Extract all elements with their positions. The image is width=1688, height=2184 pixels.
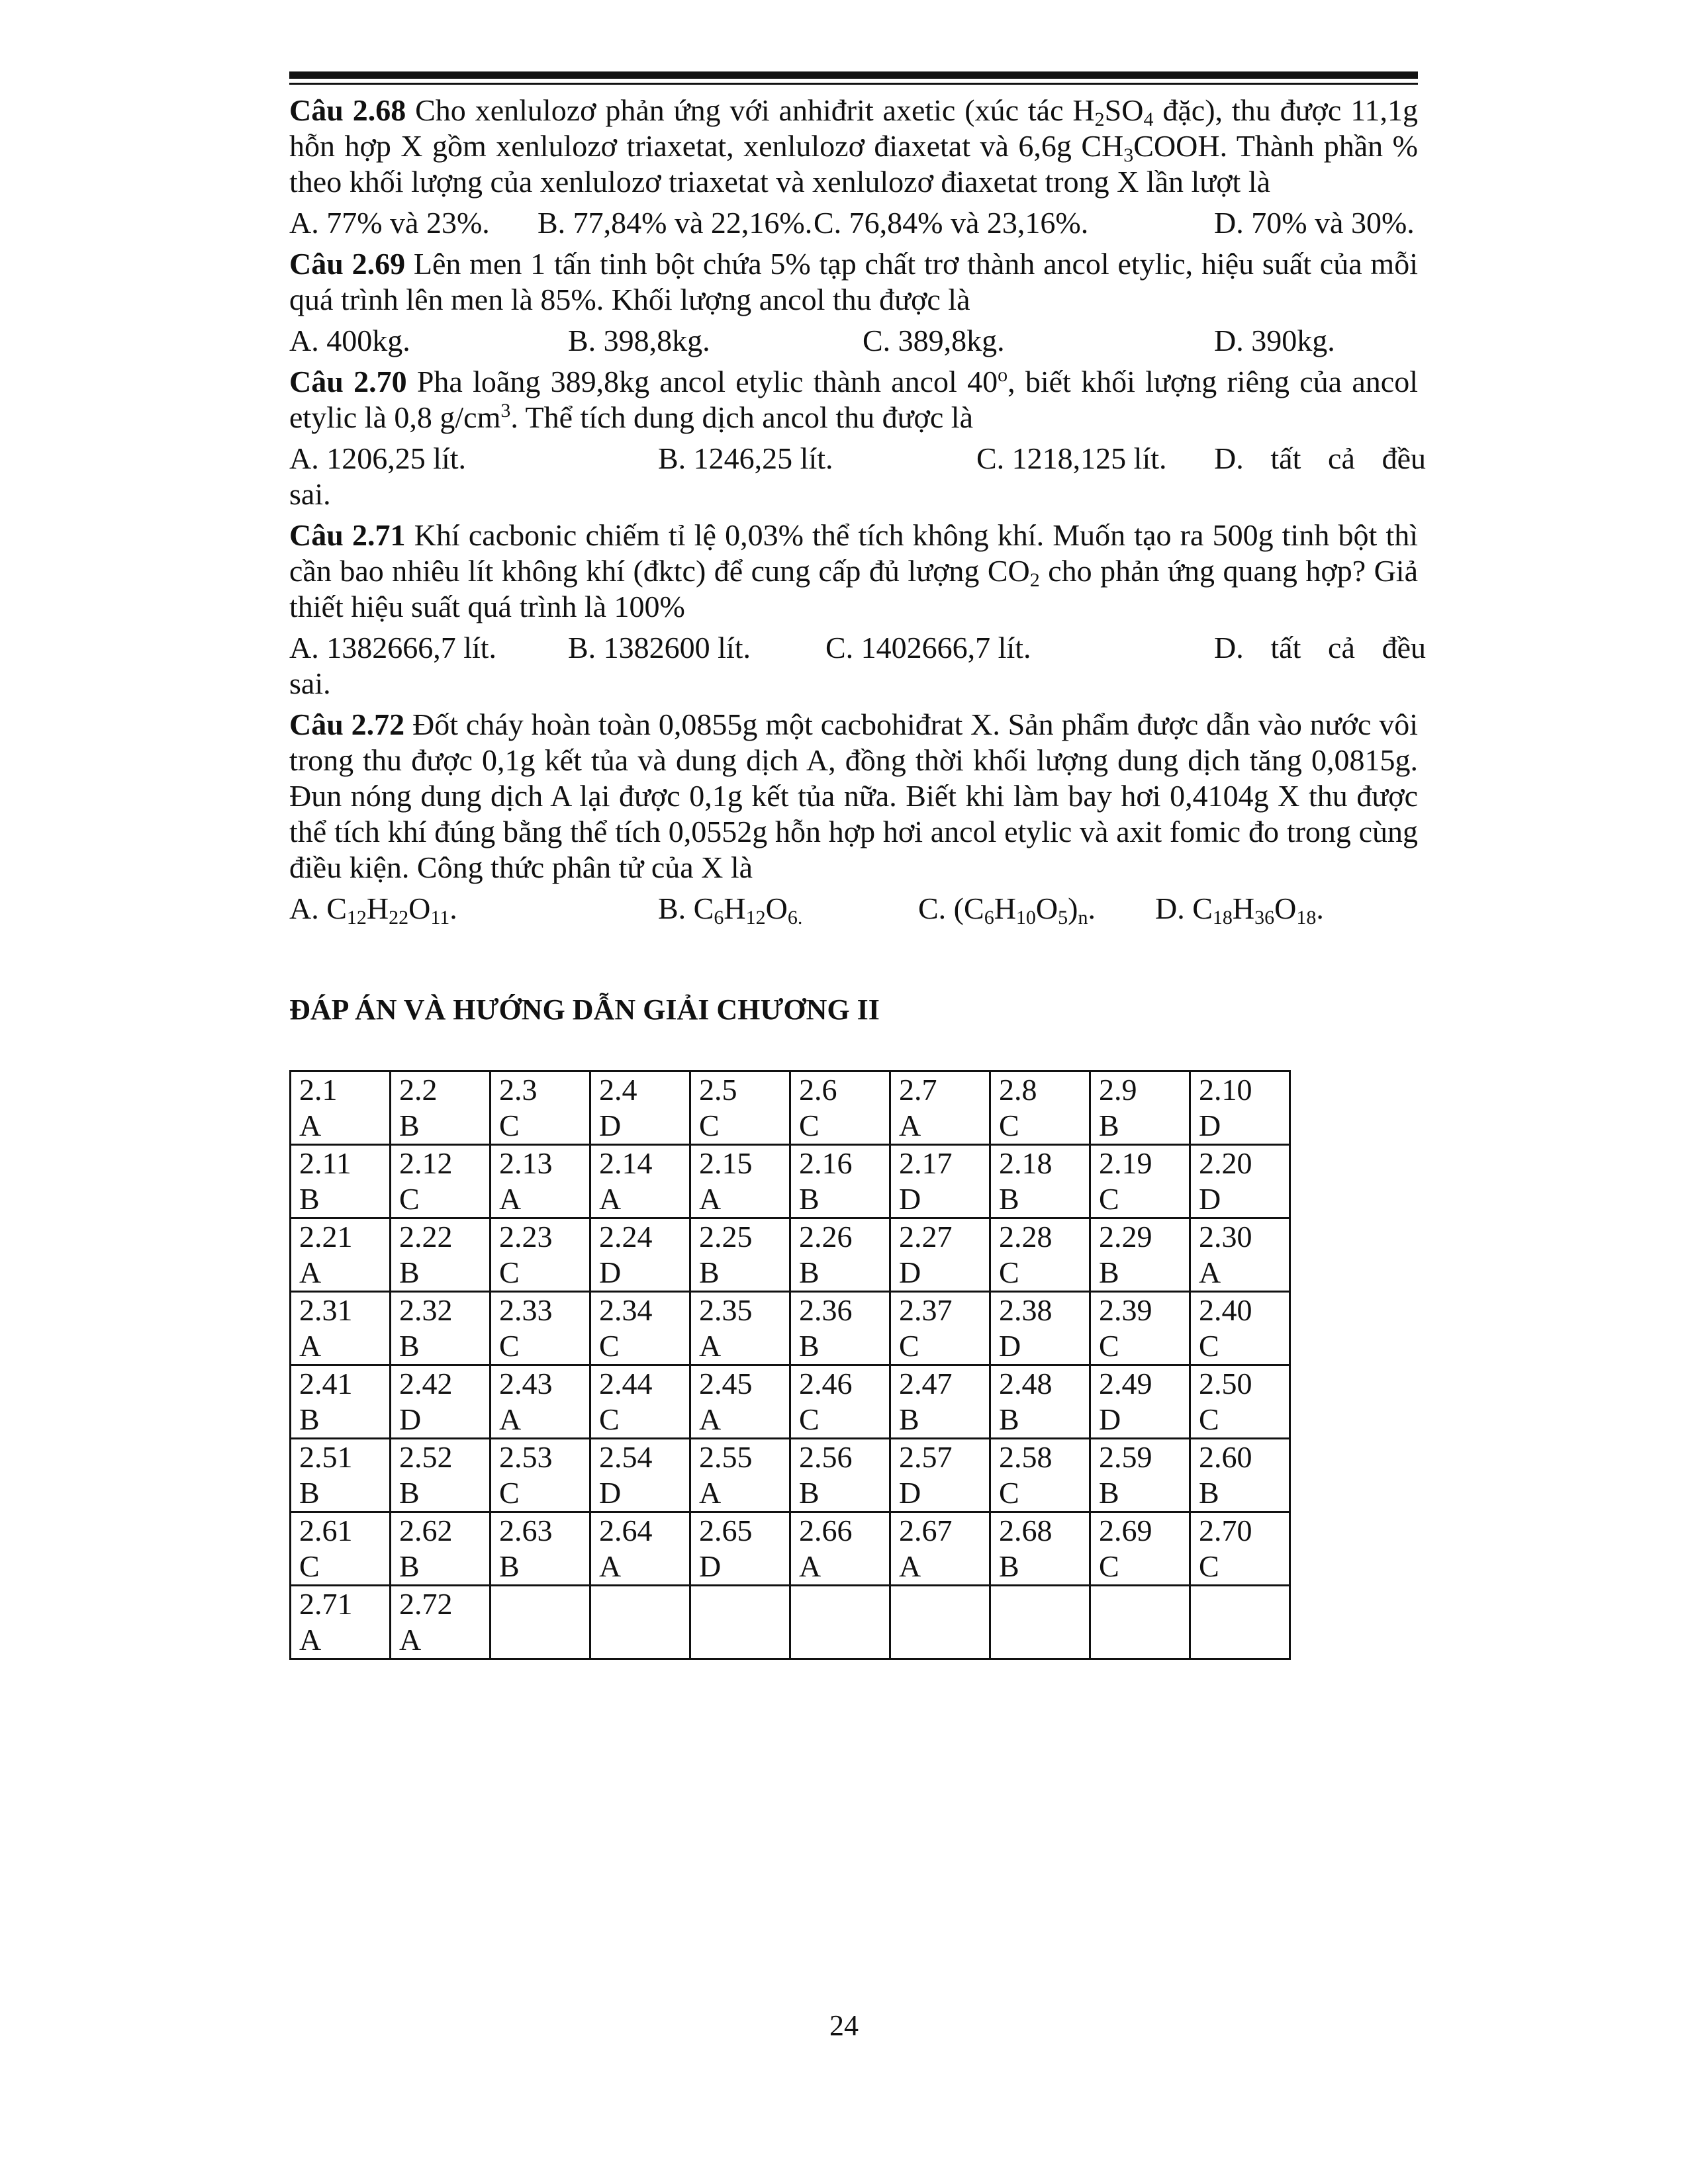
answer-number: 2.47: [899, 1367, 953, 1400]
option-c: C. $(C_6H_{10}O_5)_n$.: [918, 891, 1096, 929]
answer-letter: B: [999, 1549, 1019, 1583]
answer-number: 2.38: [999, 1293, 1053, 1327]
answer-cell: [1190, 1071, 1290, 1145]
answer-cell: [590, 1365, 690, 1439]
answer-letter: A: [699, 1182, 722, 1216]
answer-cell: [890, 1586, 990, 1659]
answer-letter: B: [1099, 1476, 1119, 1510]
answer-letter: C: [499, 1329, 520, 1363]
answer-number: 2.32: [399, 1293, 453, 1327]
answer-number: 2.5: [699, 1073, 737, 1107]
answer-number: 2.21: [299, 1220, 353, 1253]
answer-letter: D: [999, 1329, 1021, 1363]
answer-number: 2.67: [899, 1514, 953, 1547]
answer-number: 2.70: [1199, 1514, 1252, 1547]
option-b: B. 1246,25 lít.: [658, 441, 833, 475]
answer-number: 2.7: [899, 1073, 937, 1107]
answer-letter: D: [1199, 1109, 1221, 1142]
answer-number: 2.51: [299, 1440, 353, 1474]
option-d: D. 390kg.: [1214, 324, 1335, 357]
answer-number: 2.37: [899, 1293, 953, 1327]
page-number: 24: [829, 2009, 859, 2042]
answer-number: 2.48: [999, 1367, 1053, 1400]
answer-cell: [1190, 1292, 1290, 1365]
answer-letter: D: [899, 1255, 921, 1289]
option-a: A. $C_{12}H_{22}O_{11}$.: [289, 891, 457, 929]
header-rule-thin: [289, 83, 1418, 85]
option-d: D. tất cả đều: [1214, 631, 1426, 664]
answer-cell: [391, 1145, 491, 1218]
answer-number: 2.10: [1199, 1073, 1252, 1107]
option-c: C. 389,8kg.: [863, 324, 1005, 357]
option-a: A. 400kg.: [289, 324, 410, 357]
answer-number: 2.63: [499, 1514, 553, 1547]
answer-letter: C: [399, 1182, 420, 1216]
answer-letter: A: [899, 1549, 921, 1583]
answer-number: 2.36: [799, 1293, 853, 1327]
answer-number: 2.6: [799, 1073, 837, 1107]
answer-cell: [1190, 1218, 1290, 1292]
answer-cell: [1190, 1512, 1290, 1586]
answer-number: 2.23: [499, 1220, 553, 1253]
answer-number: 2.45: [699, 1367, 753, 1400]
answer-row: [291, 1365, 1290, 1439]
answer-cell: [1090, 1218, 1190, 1292]
answer-cell: [890, 1439, 990, 1512]
answer-letter: B: [699, 1255, 720, 1289]
answer-letter: D: [899, 1476, 921, 1510]
answer-letter: C: [499, 1109, 520, 1142]
answer-cell: [690, 1439, 790, 1512]
answer-letter: A: [599, 1549, 622, 1583]
answer-letter: D: [599, 1255, 622, 1289]
answer-number: 2.62: [399, 1514, 453, 1547]
answer-letter: C: [799, 1402, 820, 1436]
answer-letter: C: [999, 1476, 1019, 1510]
answer-letter: B: [299, 1476, 320, 1510]
answer-cell: [1090, 1586, 1190, 1659]
answer-letter: B: [399, 1255, 420, 1289]
answer-cell: [690, 1218, 790, 1292]
answer-number: 2.65: [699, 1514, 753, 1547]
options-2-71: [289, 630, 1426, 704]
options-2-69: [289, 323, 1418, 361]
answer-row: [291, 1292, 1290, 1365]
answer-letter: D: [599, 1476, 622, 1510]
answer-row: [291, 1071, 1290, 1145]
answer-letter: C: [999, 1109, 1019, 1142]
answer-number: 2.31: [299, 1293, 353, 1327]
answer-row: [291, 1439, 1290, 1512]
answer-row: [291, 1218, 1290, 1292]
answer-letter: B: [399, 1329, 420, 1363]
answer-number: 2.50: [1199, 1367, 1252, 1400]
question-2-70: Câu 2.70 Pha loãng 389,8kg ancol etylic thành ancol 40$^o$, biết khối lượng riêng của ancol etylic là 0,8 $g/cm^3$. Thể tích dung dịch ancol thu được là: [289, 364, 1418, 434]
answer-cell: [391, 1292, 491, 1365]
answer-letter: A: [399, 1623, 422, 1657]
answer-row: [291, 1512, 1290, 1586]
option-b: B. 1382600 lít.: [568, 631, 751, 664]
answer-cell: [491, 1145, 590, 1218]
answer-cell: [1090, 1365, 1190, 1439]
answer-row: [291, 1145, 1290, 1218]
options-2-68: [289, 205, 1418, 244]
answer-letter: C: [1199, 1329, 1219, 1363]
answer-cell: [491, 1071, 590, 1145]
answer-letter: C: [799, 1109, 820, 1142]
answer-number: 2.27: [899, 1220, 953, 1253]
answer-cell: [1090, 1145, 1190, 1218]
answer-number: 2.19: [1099, 1146, 1152, 1180]
option-d-continued: sai.: [289, 666, 331, 700]
answer-cell: [1090, 1071, 1190, 1145]
answer-number: 2.49: [1099, 1367, 1152, 1400]
answer-number: 2.28: [999, 1220, 1053, 1253]
answer-letter: C: [899, 1329, 919, 1363]
answer-letter: A: [299, 1255, 322, 1289]
answer-number: 2.29: [1099, 1220, 1152, 1253]
answer-cell: [391, 1512, 491, 1586]
answer-letter: A: [899, 1109, 921, 1142]
answer-number: 2.15: [699, 1146, 753, 1180]
answer-number: 2.9: [1099, 1073, 1137, 1107]
answer-number: 2.34: [599, 1293, 653, 1327]
answer-letter: C: [499, 1255, 520, 1289]
answer-letter: B: [999, 1182, 1019, 1216]
answer-number: 2.71: [299, 1587, 353, 1621]
answer-number: 2.59: [1099, 1440, 1152, 1474]
answer-number: 2.26: [799, 1220, 853, 1253]
answer-number: 2.35: [699, 1293, 753, 1327]
answer-letter: D: [899, 1182, 921, 1216]
answer-letter: A: [699, 1476, 722, 1510]
answer-number: 2.22: [399, 1220, 453, 1253]
answer-number: 2.1: [299, 1073, 338, 1107]
answer-number: 2.2: [399, 1073, 438, 1107]
answer-letter: C: [1099, 1329, 1119, 1363]
answer-cell: [890, 1292, 990, 1365]
answer-cell: [491, 1439, 590, 1512]
answer-cell: [1090, 1512, 1190, 1586]
answer-number: 2.66: [799, 1514, 853, 1547]
answer-letter: B: [899, 1402, 919, 1436]
answer-letter: B: [1199, 1476, 1219, 1510]
answer-letter: C: [1099, 1549, 1119, 1583]
answer-letter: B: [799, 1476, 820, 1510]
answer-cell: [491, 1365, 590, 1439]
answer-number: 2.42: [399, 1367, 453, 1400]
answer-letter: A: [699, 1402, 722, 1436]
answer-letter: C: [599, 1329, 620, 1363]
answer-letter: A: [599, 1182, 622, 1216]
option-d: D. $C_{18}H_{36}O_{18}$.: [1155, 891, 1324, 929]
answer-cell: [590, 1071, 690, 1145]
answer-cell: [291, 1439, 391, 1512]
answer-cell: [890, 1071, 990, 1145]
answer-number: 2.20: [1199, 1146, 1252, 1180]
answer-number: 2.69: [1099, 1514, 1152, 1547]
answer-letter: C: [699, 1109, 720, 1142]
answer-cell: [990, 1145, 1090, 1218]
option-b: B. 77,84% và 22,16%.: [538, 206, 813, 240]
answer-cell: [990, 1439, 1090, 1512]
options-2-72: [289, 891, 1418, 929]
answer-number: 2.64: [599, 1514, 653, 1547]
answer-number: 2.53: [499, 1440, 553, 1474]
answer-cell: [690, 1292, 790, 1365]
answer-cell: [1090, 1292, 1190, 1365]
answer-letter: A: [299, 1623, 322, 1657]
answer-number: 2.18: [999, 1146, 1053, 1180]
answer-letter: B: [299, 1402, 320, 1436]
answer-letter: B: [399, 1109, 420, 1142]
answer-number: 2.43: [499, 1367, 553, 1400]
answer-cell: [790, 1071, 890, 1145]
answer-cell: [590, 1439, 690, 1512]
answer-cell: [690, 1365, 790, 1439]
answer-letter: A: [299, 1329, 322, 1363]
option-a: A. 1206,25 lít.: [289, 441, 467, 475]
answer-cell: [391, 1218, 491, 1292]
answer-cell: [491, 1512, 590, 1586]
answer-letter: A: [1199, 1255, 1221, 1289]
answer-cell: [790, 1218, 890, 1292]
answer-cell: [590, 1512, 690, 1586]
answer-letter: D: [399, 1402, 422, 1436]
answer-letter: C: [599, 1402, 620, 1436]
answer-cell: [890, 1365, 990, 1439]
question-2-69: Câu 2.69 Lên men 1 tấn tinh bột chứa 5% tạp chất trơ thành ancol etylic, hiệu suất của mỗi quá trình lên men là 85%. Khối lượng ancol thu được là: [289, 247, 1418, 316]
answer-cell: [291, 1365, 391, 1439]
option-d: D. tất cả đều: [1214, 441, 1426, 475]
answer-number: 2.52: [399, 1440, 453, 1474]
answer-letter: A: [499, 1182, 522, 1216]
option-c: C. 1218,125 lít.: [976, 441, 1167, 475]
answer-number: 2.12: [399, 1146, 453, 1180]
answer-number: 2.55: [699, 1440, 753, 1474]
answer-cell: [1190, 1439, 1290, 1512]
answer-letter: C: [999, 1255, 1019, 1289]
answer-letter: B: [799, 1182, 820, 1216]
answer-number: 2.72: [399, 1587, 453, 1621]
answer-letter: B: [1099, 1255, 1119, 1289]
answer-letter: B: [999, 1402, 1019, 1436]
answer-cell: [790, 1586, 890, 1659]
option-b: B. 398,8kg.: [568, 324, 710, 357]
answer-number: 2.41: [299, 1367, 353, 1400]
answer-number: 2.24: [599, 1220, 653, 1253]
answer-cell: [790, 1292, 890, 1365]
answer-letter: C: [1099, 1182, 1119, 1216]
option-a: A. 77% và 23%.: [289, 206, 490, 240]
answer-cell: [1090, 1439, 1190, 1512]
answer-letter: A: [499, 1402, 522, 1436]
option-a: A. 1382666,7 lít.: [289, 631, 497, 664]
answer-cell: [990, 1292, 1090, 1365]
answer-number: 2.58: [999, 1440, 1053, 1474]
answer-cell: [291, 1071, 391, 1145]
answer-letter: B: [1099, 1109, 1119, 1142]
answer-number: 2.57: [899, 1440, 953, 1474]
option-c: C. 1402666,7 lít.: [825, 631, 1031, 664]
answer-number: 2.68: [999, 1514, 1053, 1547]
answer-cell: [391, 1071, 491, 1145]
answer-letter: B: [799, 1329, 820, 1363]
answer-number: 2.16: [799, 1146, 853, 1180]
answer-number: 2.14: [599, 1146, 653, 1180]
answer-cell: [291, 1586, 391, 1659]
answer-number: 2.60: [1199, 1440, 1252, 1474]
answer-number: 2.25: [699, 1220, 753, 1253]
answer-cell: [990, 1586, 1090, 1659]
answer-number: 2.40: [1199, 1293, 1252, 1327]
question-2-72: Câu 2.72 Đốt cháy hoàn toàn 0,0855g một cacbohiđrat X. Sản phẩm được dẫn vào nước vôi trong thu được 0,1g kết tủa và dung dịch A, đồng thời khối lượng dung dịch tăng 0,0815g. Đun nóng dung dịch A lại được 0,1g kết tủa nữa. Biết khi làm bay hơi 0,4104g X thu được thể tích khí đúng bằng thể tích 0,0552g hỗn hợp hơi ancol etylic và axit fomic đo trong cùng điều kiện. Công thức phân tử của X là: [289, 707, 1418, 884]
answer-letter: B: [399, 1476, 420, 1510]
answer-cell: [491, 1586, 590, 1659]
answer-letter: D: [699, 1549, 722, 1583]
answer-cell: [990, 1365, 1090, 1439]
answer-letter: A: [799, 1549, 821, 1583]
answers-heading: ĐÁP ÁN VÀ HƯỚNG DẪN GIẢI CHƯƠNG II: [289, 993, 880, 1026]
answer-cell: [1190, 1586, 1290, 1659]
answer-cell: [890, 1218, 990, 1292]
answer-letter: B: [499, 1549, 520, 1583]
answer-cell: [291, 1292, 391, 1365]
answer-cell: [590, 1145, 690, 1218]
question-2-71: Câu 2.71 Khí cacbonic chiếm tỉ lệ 0,03% thể tích không khí. Muốn tạo ra 500g tinh bột thì cần bao nhiêu lít không khí (đktc) để cung cấp đủ lượng $CO_2$ cho phản ứng quang hợp? Giả thiết hiệu suất quá trình là 100%: [289, 518, 1419, 623]
answer-cell: [890, 1512, 990, 1586]
answer-cell: [690, 1145, 790, 1218]
answer-number: 2.17: [899, 1146, 953, 1180]
answer-table: [289, 1070, 1291, 1660]
answer-cell: [291, 1512, 391, 1586]
answer-letter: B: [399, 1549, 420, 1583]
answer-cell: [790, 1439, 890, 1512]
options-2-70: [289, 441, 1426, 515]
answer-cell: [790, 1145, 890, 1218]
answer-letter: C: [299, 1549, 320, 1583]
answer-number: 2.56: [799, 1440, 853, 1474]
answer-cell: [690, 1586, 790, 1659]
answer-cell: [1190, 1145, 1290, 1218]
option-d: D. 70% và 30%.: [1214, 206, 1415, 240]
answer-cell: [990, 1071, 1090, 1145]
answer-letter: C: [499, 1476, 520, 1510]
answer-cell: [391, 1365, 491, 1439]
answer-cell: [391, 1439, 491, 1512]
answer-cell: [990, 1218, 1090, 1292]
answer-number: 2.11: [299, 1146, 352, 1180]
answer-number: 2.46: [799, 1367, 853, 1400]
answer-letter: C: [1199, 1402, 1219, 1436]
answer-cell: [391, 1586, 491, 1659]
answer-cell: [291, 1218, 391, 1292]
option-d-continued: sai.: [289, 477, 331, 511]
answer-cell: [590, 1218, 690, 1292]
answer-number: 2.8: [999, 1073, 1037, 1107]
answer-letter: D: [1099, 1402, 1121, 1436]
answer-cell: [690, 1512, 790, 1586]
answer-cell: [491, 1292, 590, 1365]
answer-letter: D: [1199, 1182, 1221, 1216]
answer-cell: [291, 1145, 391, 1218]
answer-number: 2.33: [499, 1293, 553, 1327]
answer-cell: [690, 1071, 790, 1145]
answer-number: 2.39: [1099, 1293, 1152, 1327]
answer-cell: [590, 1586, 690, 1659]
answer-letter: A: [299, 1109, 322, 1142]
answer-cell: [890, 1145, 990, 1218]
answer-cell: [1190, 1365, 1290, 1439]
answer-number: 2.54: [599, 1440, 653, 1474]
answer-cell: [990, 1512, 1090, 1586]
answer-number: 2.61: [299, 1514, 353, 1547]
answer-letter: C: [1199, 1549, 1219, 1583]
answer-letter: B: [799, 1255, 820, 1289]
answer-cell: [590, 1292, 690, 1365]
question-2-68: Câu 2.68 Cho xenlulozơ phản ứng với anhiđrit axetic (xúc tác $H_2SO_4$ đặc), thu được 11,1g hỗn hợp X gồm xenlulozơ triaxetat, xenlulozơ điaxetat và 6,6g $CH_3COOH$. Thành phần % theo khối lượng của xenlulozơ triaxetat và xenlulozơ điaxetat trong X lần lượt là: [289, 93, 1418, 199]
header-rule-thick: [289, 71, 1418, 79]
answer-letter: D: [599, 1109, 622, 1142]
answer-letter: B: [299, 1182, 320, 1216]
answer-cell: [790, 1365, 890, 1439]
option-c: C. 76,84% và 23,16%.: [814, 206, 1089, 240]
answer-letter: A: [699, 1329, 722, 1363]
questions-section: [289, 93, 1426, 932]
answer-number: 2.30: [1199, 1220, 1252, 1253]
answer-row: [291, 1586, 1290, 1659]
answer-cell: [491, 1218, 590, 1292]
answer-number: 2.4: [599, 1073, 637, 1107]
answer-cell: [790, 1512, 890, 1586]
answer-number: 2.44: [599, 1367, 653, 1400]
option-b: B. $C_6H_{12}O_{6.}$: [658, 891, 803, 929]
answer-number: 2.13: [499, 1146, 553, 1180]
answer-number: 2.3: [499, 1073, 538, 1107]
